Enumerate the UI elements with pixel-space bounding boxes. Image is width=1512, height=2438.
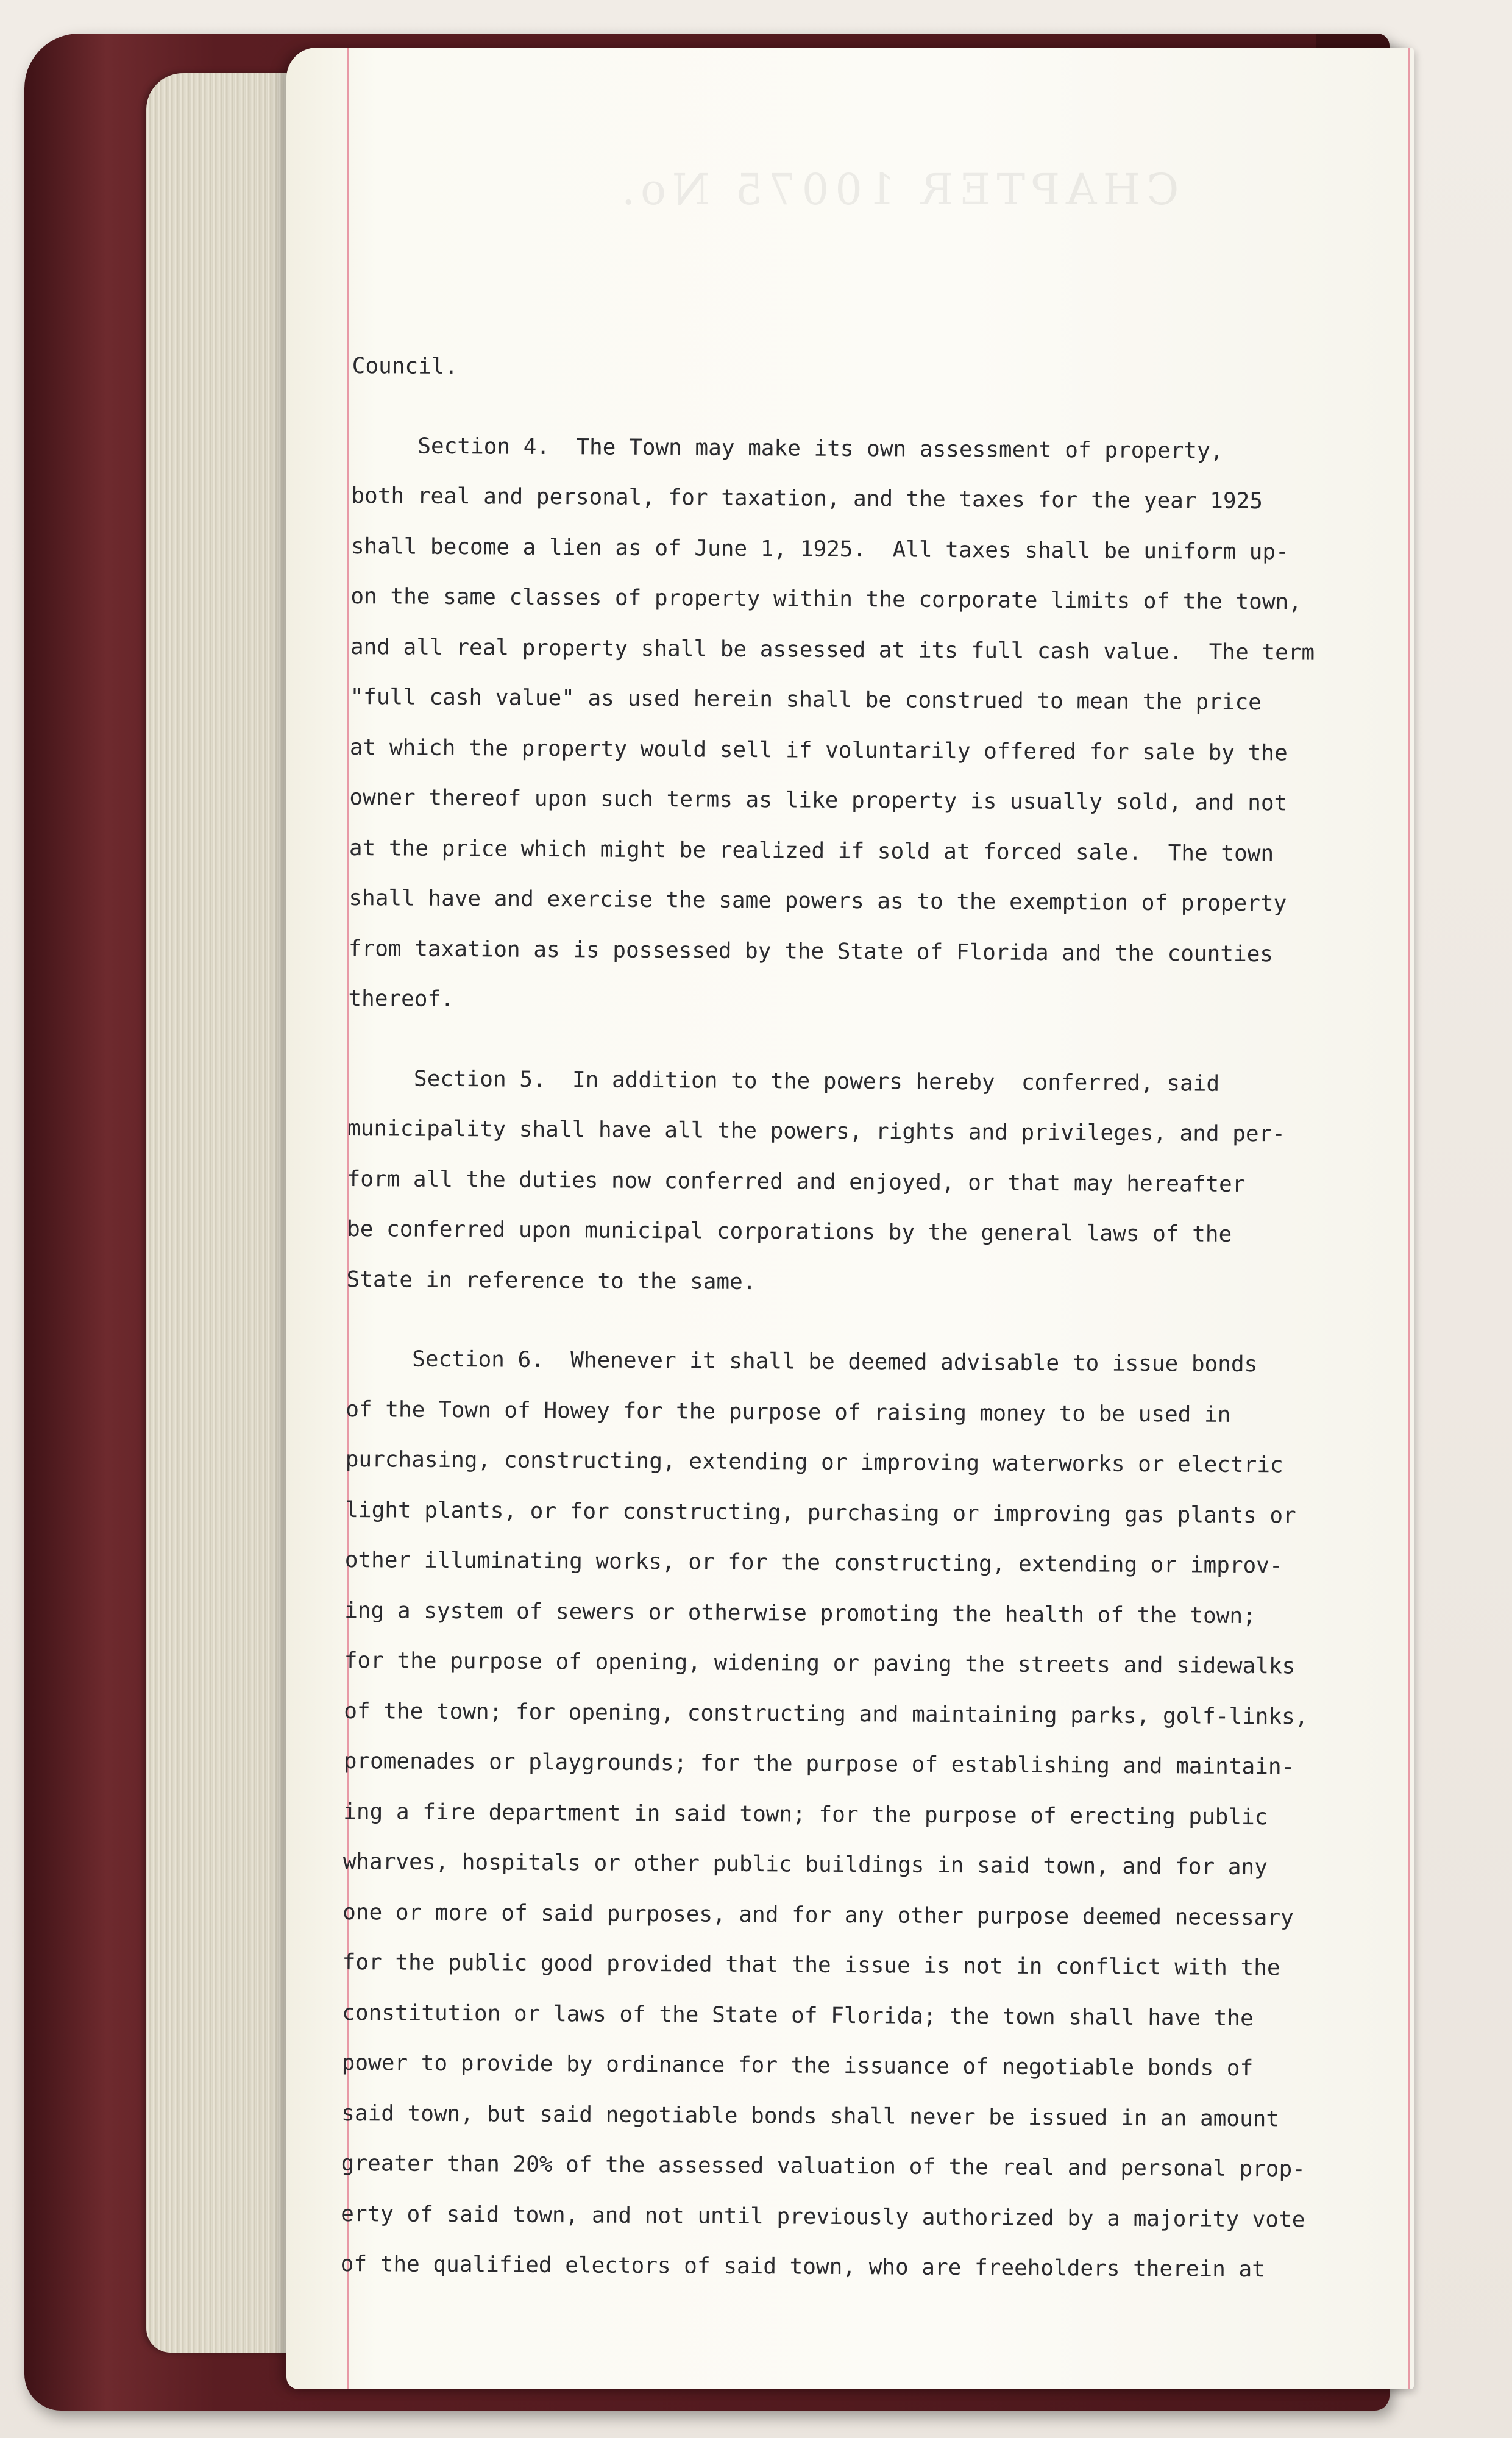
text-line: of the town; for opening, constructing and maintaining parks, golf-links, [344, 1698, 1308, 1730]
text-line: thereof. [348, 986, 454, 1012]
text-line: purchasing, constructing, extending or improving waterworks or electric [345, 1446, 1283, 1478]
text-line: from taxation as is possessed by the State of Florida and the counties [348, 936, 1274, 967]
text-line: Section 6. Whenever it shall be deemed advisable to issue bonds [346, 1346, 1258, 1377]
text-line: of the Town of Howey for the purpose of raising money to be used in [346, 1396, 1231, 1427]
typed-text-body [340, 341, 1412, 2296]
text-line: ing a system of sewers or otherwise promoting the health of the town; [344, 1597, 1256, 1629]
text-line: of the qualified electors of said town, who are freeholders therein at [340, 2251, 1265, 2283]
text-line: Section 4. The Town may make its own assessment of property, [351, 433, 1224, 464]
text-line: for the purpose of opening, widening or paving the streets and sidewalks [344, 1647, 1296, 1679]
text-line: owner thereof upon such terms as like property is usually sold, and not [349, 784, 1288, 816]
text-line: both real and personal, for taxation, and the taxes for the year 1925 [351, 483, 1263, 514]
text-line: "full cash value" as used herein shall be construed to mean the price [350, 684, 1262, 716]
text-line: said town, but said negotiable bonds shall never be issued in an amount [341, 2100, 1280, 2131]
text-line: power to provide by ordinance for the issuance of negotiable bonds of [341, 2050, 1254, 2081]
text-line: on the same classes of property within the corporate limits of the town, [350, 583, 1302, 615]
text-line: shall have and exercise the same powers as to the exemption of property [349, 885, 1287, 917]
text-line: and all real property shall be assessed at its full cash value. The term [350, 634, 1315, 666]
text-line: be conferred upon municipal corporations by the general laws of the [346, 1216, 1232, 1247]
text-line: light plants, or for constructing, purchasing or improving gas plants or [345, 1497, 1296, 1528]
text-line: shall become a lien as of June 1, 1925. All taxes shall be uniform up- [350, 533, 1289, 564]
text-line: form all the duties now conferred and enjoyed, or that may hereafter [347, 1166, 1246, 1197]
text-line: at the price which might be realized if sold at forced sale. The town [349, 835, 1274, 866]
text-line: municipality shall have all the powers, rights and privileges, and per- [347, 1115, 1286, 1147]
bleed-through-heading: CHAPTER 10075 No. [616, 165, 1179, 215]
text-line: wharves, hospitals or other public buildings in said town, and for any [343, 1849, 1268, 1880]
text-line: greater than 20% of the assessed valuation of the real and personal prop- [341, 2150, 1306, 2182]
page-stack-edge [146, 73, 305, 2353]
text-line: for the public good provided that the issue is not in conflict with the [342, 1949, 1280, 1981]
text-line: ing a fire department in said town; for the purpose of erecting public [343, 1799, 1268, 1830]
text-line: Section 5. In addition to the powers hereby conferred, said [347, 1065, 1220, 1096]
text-line: State in reference to the same. [346, 1267, 756, 1295]
text-line: constitution or laws of the State of Florida; the town shall have the [342, 2000, 1254, 2031]
text-line: erty of said town, and not until previously authorized by a majority vote [341, 2201, 1305, 2233]
text-line: at which the property would sell if voluntarily offered for sale by the [349, 734, 1288, 766]
text-line: other illuminating works, or for the constructing, extending or improv- [344, 1547, 1283, 1579]
text-line: Council. [352, 353, 458, 380]
text-line: one or more of said purposes, and for any other purpose deemed necessary [343, 1899, 1294, 1930]
text-line: promenades or playgrounds; for the purpose of establishing and maintain- [343, 1748, 1295, 1780]
